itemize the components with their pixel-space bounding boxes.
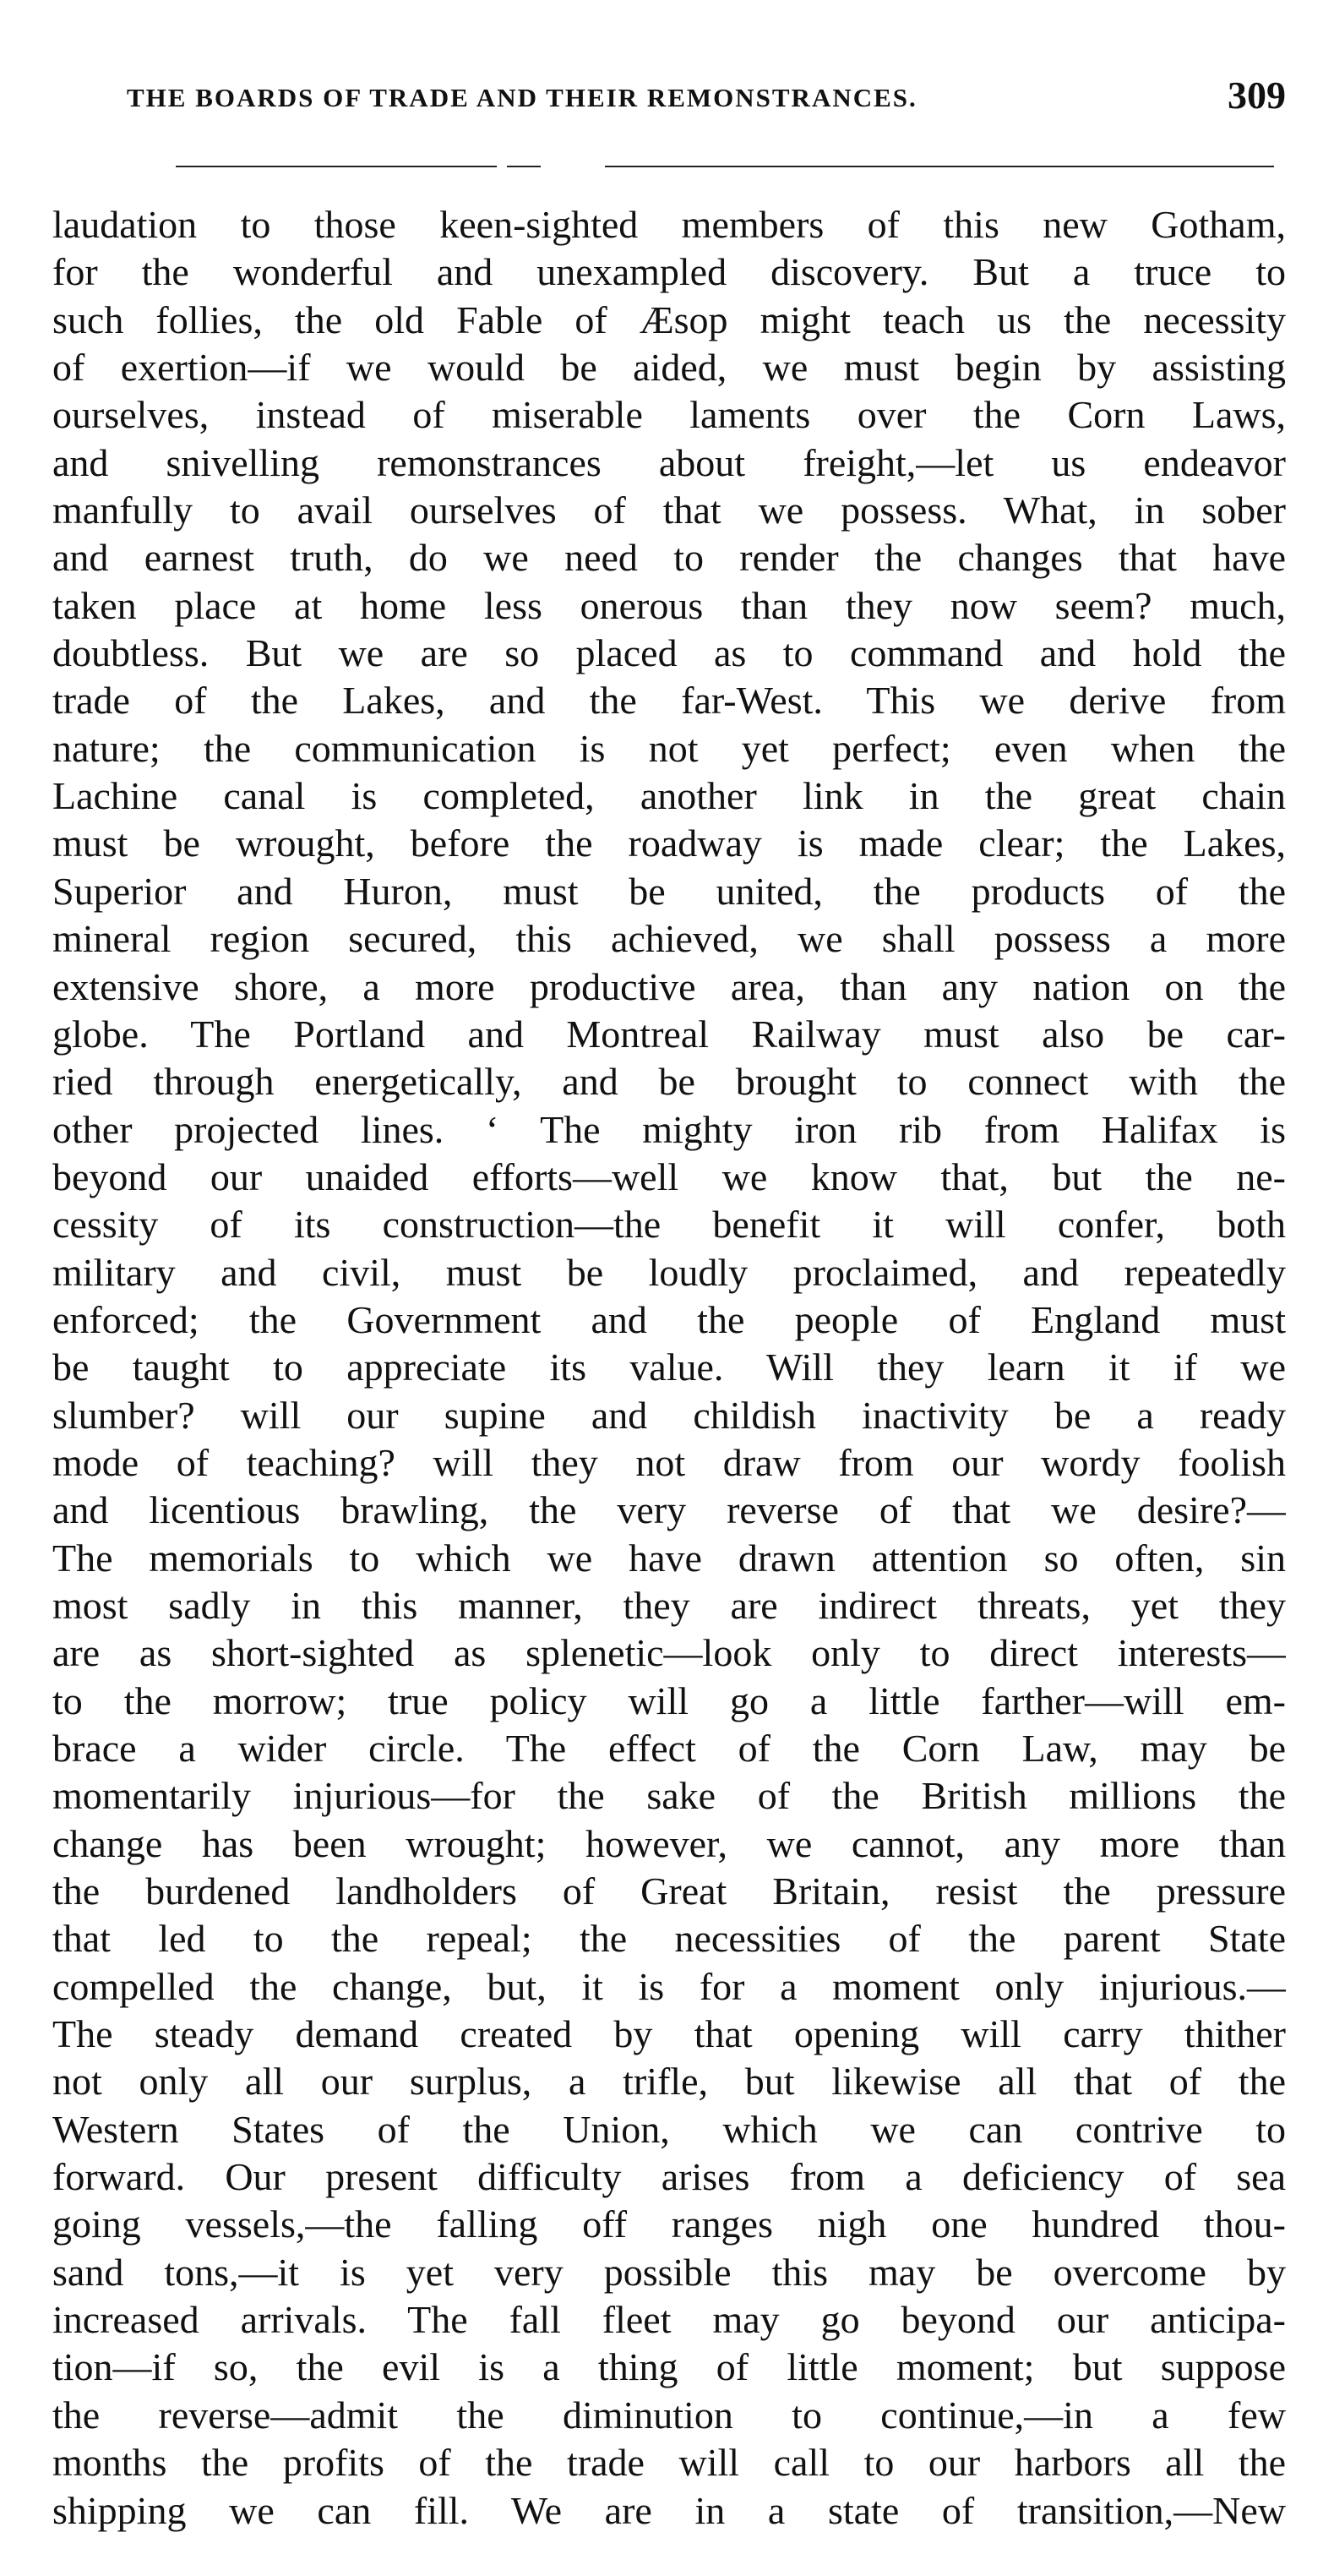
text-line: cessity of its construction—the benefit it will confer, both xyxy=(52,1203,1286,1247)
text-line: increased arrivals. The fall fleet may go beyond our anticipa- xyxy=(52,2298,1286,2342)
text-line: Superior and Huron, must be united, the products of the xyxy=(52,869,1286,913)
text-line: trade of the Lakes, and the far-West. This we derive from xyxy=(52,679,1286,723)
text-line: for the wonderful and unexampled discovery. But a truce to xyxy=(52,250,1286,294)
text-line: not only all our surplus, a trifle, but likewise all that of the xyxy=(52,2060,1286,2104)
text-line: the reverse—admit the diminution to continue,—in a few xyxy=(52,2393,1286,2437)
text-line: must be wrought, before the roadway is made clear; the Lakes, xyxy=(52,821,1286,865)
header-rule xyxy=(507,166,541,167)
text-line: doubtless. But we are so placed as to command and hold the xyxy=(52,631,1286,675)
text-line: and snivelling remonstrances about freight,—let us endeavor xyxy=(52,440,1286,484)
running-title: THE BOARDS OF TRADE AND THEIR REMONSTRANCES. xyxy=(127,83,917,112)
text-line: that led to the repeal; the necessities of the parent State xyxy=(52,1917,1286,1961)
text-line: tion—if so, the evil is a thing of little moment; but suppose xyxy=(52,2345,1286,2389)
text-line: most sadly in this manner, they are indirect threats, yet they xyxy=(52,1583,1286,1627)
text-line: compelled the change, but, it is for a moment only injurious.— xyxy=(52,1964,1286,2008)
text-line: The memorials to which we have drawn attention so often, sin xyxy=(52,1536,1286,1580)
text-line: and licentious brawling, the very reverse of that we desire?— xyxy=(52,1488,1286,1532)
text-line: such follies, the old Fable of Æsop might teach us the necessity xyxy=(52,297,1286,341)
text-line: shipping we can fill. We are in a state of transition,—New xyxy=(52,2488,1286,2532)
header-rule xyxy=(605,166,1274,167)
text-line: forward. Our present difficulty arises from a deficiency of sea xyxy=(52,2155,1286,2199)
text-line: be taught to appreciate its value. Will they learn it if we xyxy=(52,1345,1286,1389)
text-line: slumber? will our supine and childish inactivity be a ready xyxy=(52,1393,1286,1437)
text-line: taken place at home less onerous than they now seem? much, xyxy=(52,583,1286,627)
text-line: are as short-sighted as splenetic—look only to direct interests— xyxy=(52,1631,1286,1675)
text-line: nature; the communication is not yet perfect; even when the xyxy=(52,726,1286,770)
text-line: mode of teaching? will they not draw from our wordy foolish xyxy=(52,1440,1286,1484)
text-line: going vessels,—the falling off ranges nigh one hundred thou- xyxy=(52,2202,1286,2246)
page-number: 309 xyxy=(1228,74,1286,117)
text-line: and earnest truth, do we need to render the changes that have xyxy=(52,536,1286,580)
text-line: military and civil, must be loudly proclaimed, and repeatedly xyxy=(52,1250,1286,1294)
text-line: The steady demand created by that opening will carry thither xyxy=(52,2012,1286,2056)
text-line: brace a wider circle. The effect of the Corn Law, may be xyxy=(52,1727,1286,1770)
header-rule xyxy=(176,166,497,167)
text-line: manfully to avail ourselves of that we possess. What, in sober xyxy=(52,488,1286,532)
text-line: the burdened landholders of Great Britain, resist the pressure xyxy=(52,1869,1286,1913)
running-head xyxy=(127,73,1293,123)
text-line: extensive shore, a more productive area, than any nation on the xyxy=(52,964,1286,1008)
text-line: of exertion—if we would be aided, we must begin by assisting xyxy=(52,346,1286,390)
body-text xyxy=(52,201,1286,2535)
text-line: laudation to those keen-sighted members of this new Gotham, xyxy=(52,203,1286,246)
text-line: beyond our unaided efforts—well we know that, but the ne- xyxy=(52,1154,1286,1198)
text-line: other projected lines. ‘ The mighty iron rib from Halifax is xyxy=(52,1107,1286,1151)
text-line: months the profits of the trade will call to our harbors all the xyxy=(52,2441,1286,2485)
text-line: enforced; the Government and the people of England must xyxy=(52,1297,1286,1341)
text-line: mineral region secured, this achieved, we shall possess a more xyxy=(52,917,1286,961)
text-line: ried through energetically, and be brought to connect with the xyxy=(52,1060,1286,1104)
text-line: Lachine canal is completed, another link in the great chain xyxy=(52,774,1286,818)
text-line: Western States of the Union, which we can contrive to xyxy=(52,2107,1286,2151)
text-line: globe. The Portland and Montreal Railway must also be car- xyxy=(52,1012,1286,1056)
text-line: to the morrow; true policy will go a little farther—will em- xyxy=(52,1678,1286,1722)
text-line: ourselves, instead of miserable laments over the Corn Laws, xyxy=(52,393,1286,437)
text-line: sand tons,—it is yet very possible this may be overcome by xyxy=(52,2250,1286,2294)
text-line: momentarily injurious—for the sake of the British millions the xyxy=(52,1774,1286,1818)
text-line: change has been wrought; however, we cannot, any more than xyxy=(52,1821,1286,1865)
